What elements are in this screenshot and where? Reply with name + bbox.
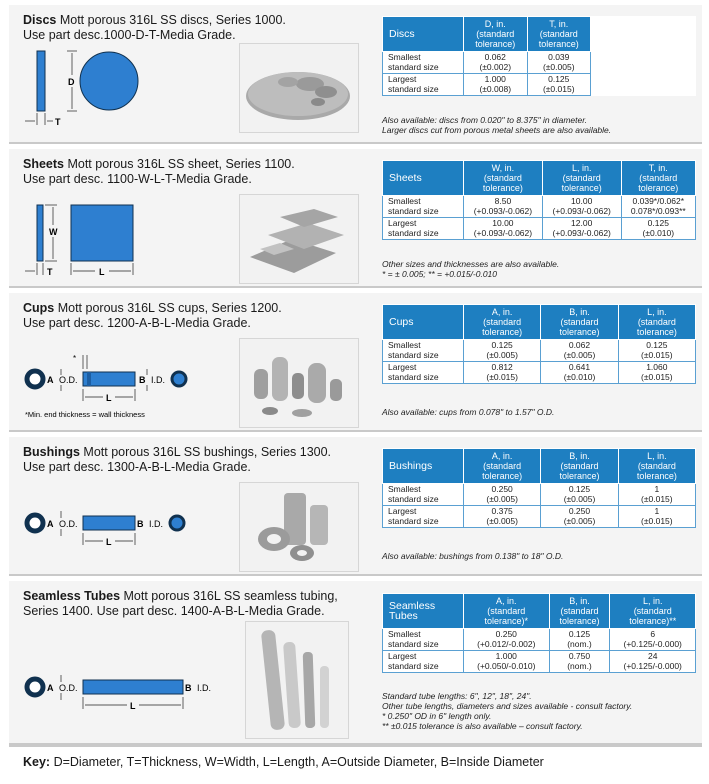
section-seamless-tubes <box>9 581 702 745</box>
dim-a-label: A <box>47 375 54 385</box>
section-sheets <box>9 149 702 288</box>
part-desc: Use part desc.1000-D-T-Media Grade. <box>23 28 236 42</box>
key-legend <box>9 745 702 779</box>
col-header-l: L, in. (standard tolerance) <box>618 305 695 340</box>
table-header: Cups <box>383 305 464 340</box>
drawing-footnote: *Min. end thickness = wall thickness <box>25 410 145 419</box>
product-desc: Mott porous 316L SS seamless tubing, <box>120 589 338 603</box>
sheet-drawing <box>23 201 153 277</box>
dim-w-label: W <box>49 227 58 237</box>
product-name: Discs <box>23 13 57 27</box>
product-desc: Mott porous 316L SS sheet, Series 1100. <box>64 157 295 171</box>
table-header: Discs <box>383 17 464 52</box>
key-text: D=Diameter, T=Thickness, W=Width, L=Length, A=Outside Diameter, B=Inside Diameter <box>50 755 544 769</box>
section-title <box>23 445 363 475</box>
col-header-a: A, in. (standard tolerance)* <box>464 594 550 629</box>
table-header: Seamless Tubes <box>383 594 464 629</box>
spec-table <box>382 593 696 673</box>
tube-photo <box>245 621 349 739</box>
section-bushings <box>9 437 702 576</box>
dim-b-label: B <box>185 683 192 693</box>
col-header-w: W, in. (standard tolerance) <box>464 161 543 196</box>
spec-table <box>382 160 696 240</box>
disc-photo <box>239 43 359 133</box>
dim-l-label: L <box>106 537 112 547</box>
product-name: Seamless Tubes <box>23 589 121 603</box>
section-title <box>23 301 363 331</box>
col-header-t: T, in. (standard tolerance) <box>621 161 695 196</box>
dim-l-label: L <box>130 701 136 711</box>
product-name: Cups <box>23 301 55 315</box>
dim-l-label: L <box>106 393 112 403</box>
table-row: Largest standard size 0.812 (±0.015) 0.641 (±0.010) 1.060 (±0.015) <box>383 362 696 384</box>
section-title <box>23 157 363 187</box>
section-title <box>23 13 363 43</box>
dim-b-label: B <box>139 375 146 385</box>
col-header-l: L, in. (standard tolerance)** <box>610 594 696 629</box>
dim-t-label: T <box>47 267 53 277</box>
col-header-l: L, in. (standard tolerance) <box>618 449 695 484</box>
id-label: I.D. <box>149 519 164 529</box>
part-desc: Use part desc. 1300-A-B-L-Media Grade. <box>23 460 251 474</box>
section-note: Also available: bushings from 0.138" to 18" O.D. <box>382 551 564 561</box>
part-desc: Use part desc. 1200-A-B-L-Media Grade. <box>23 316 251 330</box>
table-row: Smallest standard size 0.250 (+0.012/-0.002) 0.125 (nom.) 6 (+0.125/-0.000) <box>383 629 696 651</box>
table-row: Largest standard size 10.00 (+0.093/-0.062) 12.00 (+0.093/-0.062) 0.125 (±0.010) <box>383 218 696 240</box>
id-label: I.D. <box>197 683 212 693</box>
od-label: O.D. <box>59 519 78 529</box>
table-header: Bushings <box>383 449 464 484</box>
dim-t-label: T <box>55 117 61 127</box>
table-row: Smallest standard size 0.250 (±0.005) 0.125 (±0.005) 1 (±0.015) <box>383 484 696 506</box>
spec-table <box>382 16 696 96</box>
section-note: Also available: discs from 0.020" to 8.375" in diameter. Larger discs cut from porous metal sheets are also available. <box>382 115 612 135</box>
table-row: Largest standard size 0.375 (±0.005) 0.250 (±0.005) 1 (±0.015) <box>383 506 696 528</box>
od-label: O.D. <box>59 683 78 693</box>
col-header-a: A, in. (standard tolerance) <box>464 305 541 340</box>
cup-photo <box>239 338 359 428</box>
part-desc: Series 1400. Use part desc. 1400-A-B-L-Media Grade. <box>23 604 325 618</box>
dim-a-label: A <box>47 519 54 529</box>
product-desc: Mott porous 316L SS discs, Series 1000. <box>56 13 286 27</box>
section-note: Other sizes and thicknesses are also available. * = ± 0.005; ** = +0.015/-0.010 <box>382 259 560 279</box>
section-cups <box>9 293 702 432</box>
col-header-b: B, in. (standard tolerance) <box>541 449 618 484</box>
key-label: Key: <box>23 755 51 769</box>
product-desc: Mott porous 316L SS cups, Series 1200. <box>54 301 282 315</box>
table-row: Smallest standard size 0.062 (±0.002) 0.039 (±0.005) <box>383 52 696 74</box>
sheet-photo <box>239 194 359 284</box>
col-header-t: T, in. (standard tolerance) <box>527 17 591 52</box>
col-header-b: B, in. (standard tolerance) <box>549 594 610 629</box>
product-name: Sheets <box>23 157 64 171</box>
dim-a-label: A <box>47 683 54 693</box>
table-row: Largest standard size 1.000 (+0.050/-0.010) 0.750 (nom.) 24 (+0.125/-0.000) <box>383 651 696 673</box>
spec-table <box>382 448 696 528</box>
section-note: Standard tube lengths: 6", 12", 18", 24". Other tube lengths, diameters and sizes available - consult factory. * 0.250" OD in 6" length only. ** ±0.015 tolerance is also available – consult factory. <box>382 691 633 731</box>
section-discs <box>9 5 702 144</box>
dim-l-label: L <box>99 267 105 277</box>
col-header-a: A, in. (standard tolerance) <box>464 449 541 484</box>
table-row: Largest standard size 1.000 (±0.008) 0.125 (±0.015) <box>383 74 696 96</box>
dim-d-label: D <box>68 77 75 87</box>
col-header-l: L, in. (standard tolerance) <box>542 161 621 196</box>
disc-drawing <box>23 45 143 131</box>
product-desc: Mott porous 316L SS bushings, Series 1300. <box>79 445 332 459</box>
col-header-d: D, in. (standard tolerance) <box>464 17 528 52</box>
id-label: I.D. <box>151 375 166 385</box>
spec-table <box>382 304 696 384</box>
bushing-photo <box>239 482 359 572</box>
od-label: O.D. <box>59 375 78 385</box>
cup-drawing <box>23 349 213 421</box>
product-name: Bushings <box>23 445 80 459</box>
bushing-drawing <box>23 503 203 553</box>
section-note: Also available: cups from 0.078" to 1.57" O.D. <box>382 407 555 417</box>
part-desc: Use part desc. 1100-W-L-T-Media Grade. <box>23 172 252 186</box>
col-header-b: B, in. (standard tolerance) <box>541 305 618 340</box>
tube-drawing <box>23 667 223 717</box>
star-label: * <box>73 354 77 363</box>
section-title <box>23 589 363 619</box>
dim-b-label: B <box>137 519 144 529</box>
table-header: Sheets <box>383 161 464 196</box>
table-row: Smallest standard size 8.50 (+0.093/-0.062) 10.00 (+0.093/-0.062) 0.039*/0.062* 0.078*/0.093** <box>383 196 696 218</box>
table-row: Smallest standard size 0.125 (±0.005) 0.062 (±0.005) 0.125 (±0.015) <box>383 340 696 362</box>
